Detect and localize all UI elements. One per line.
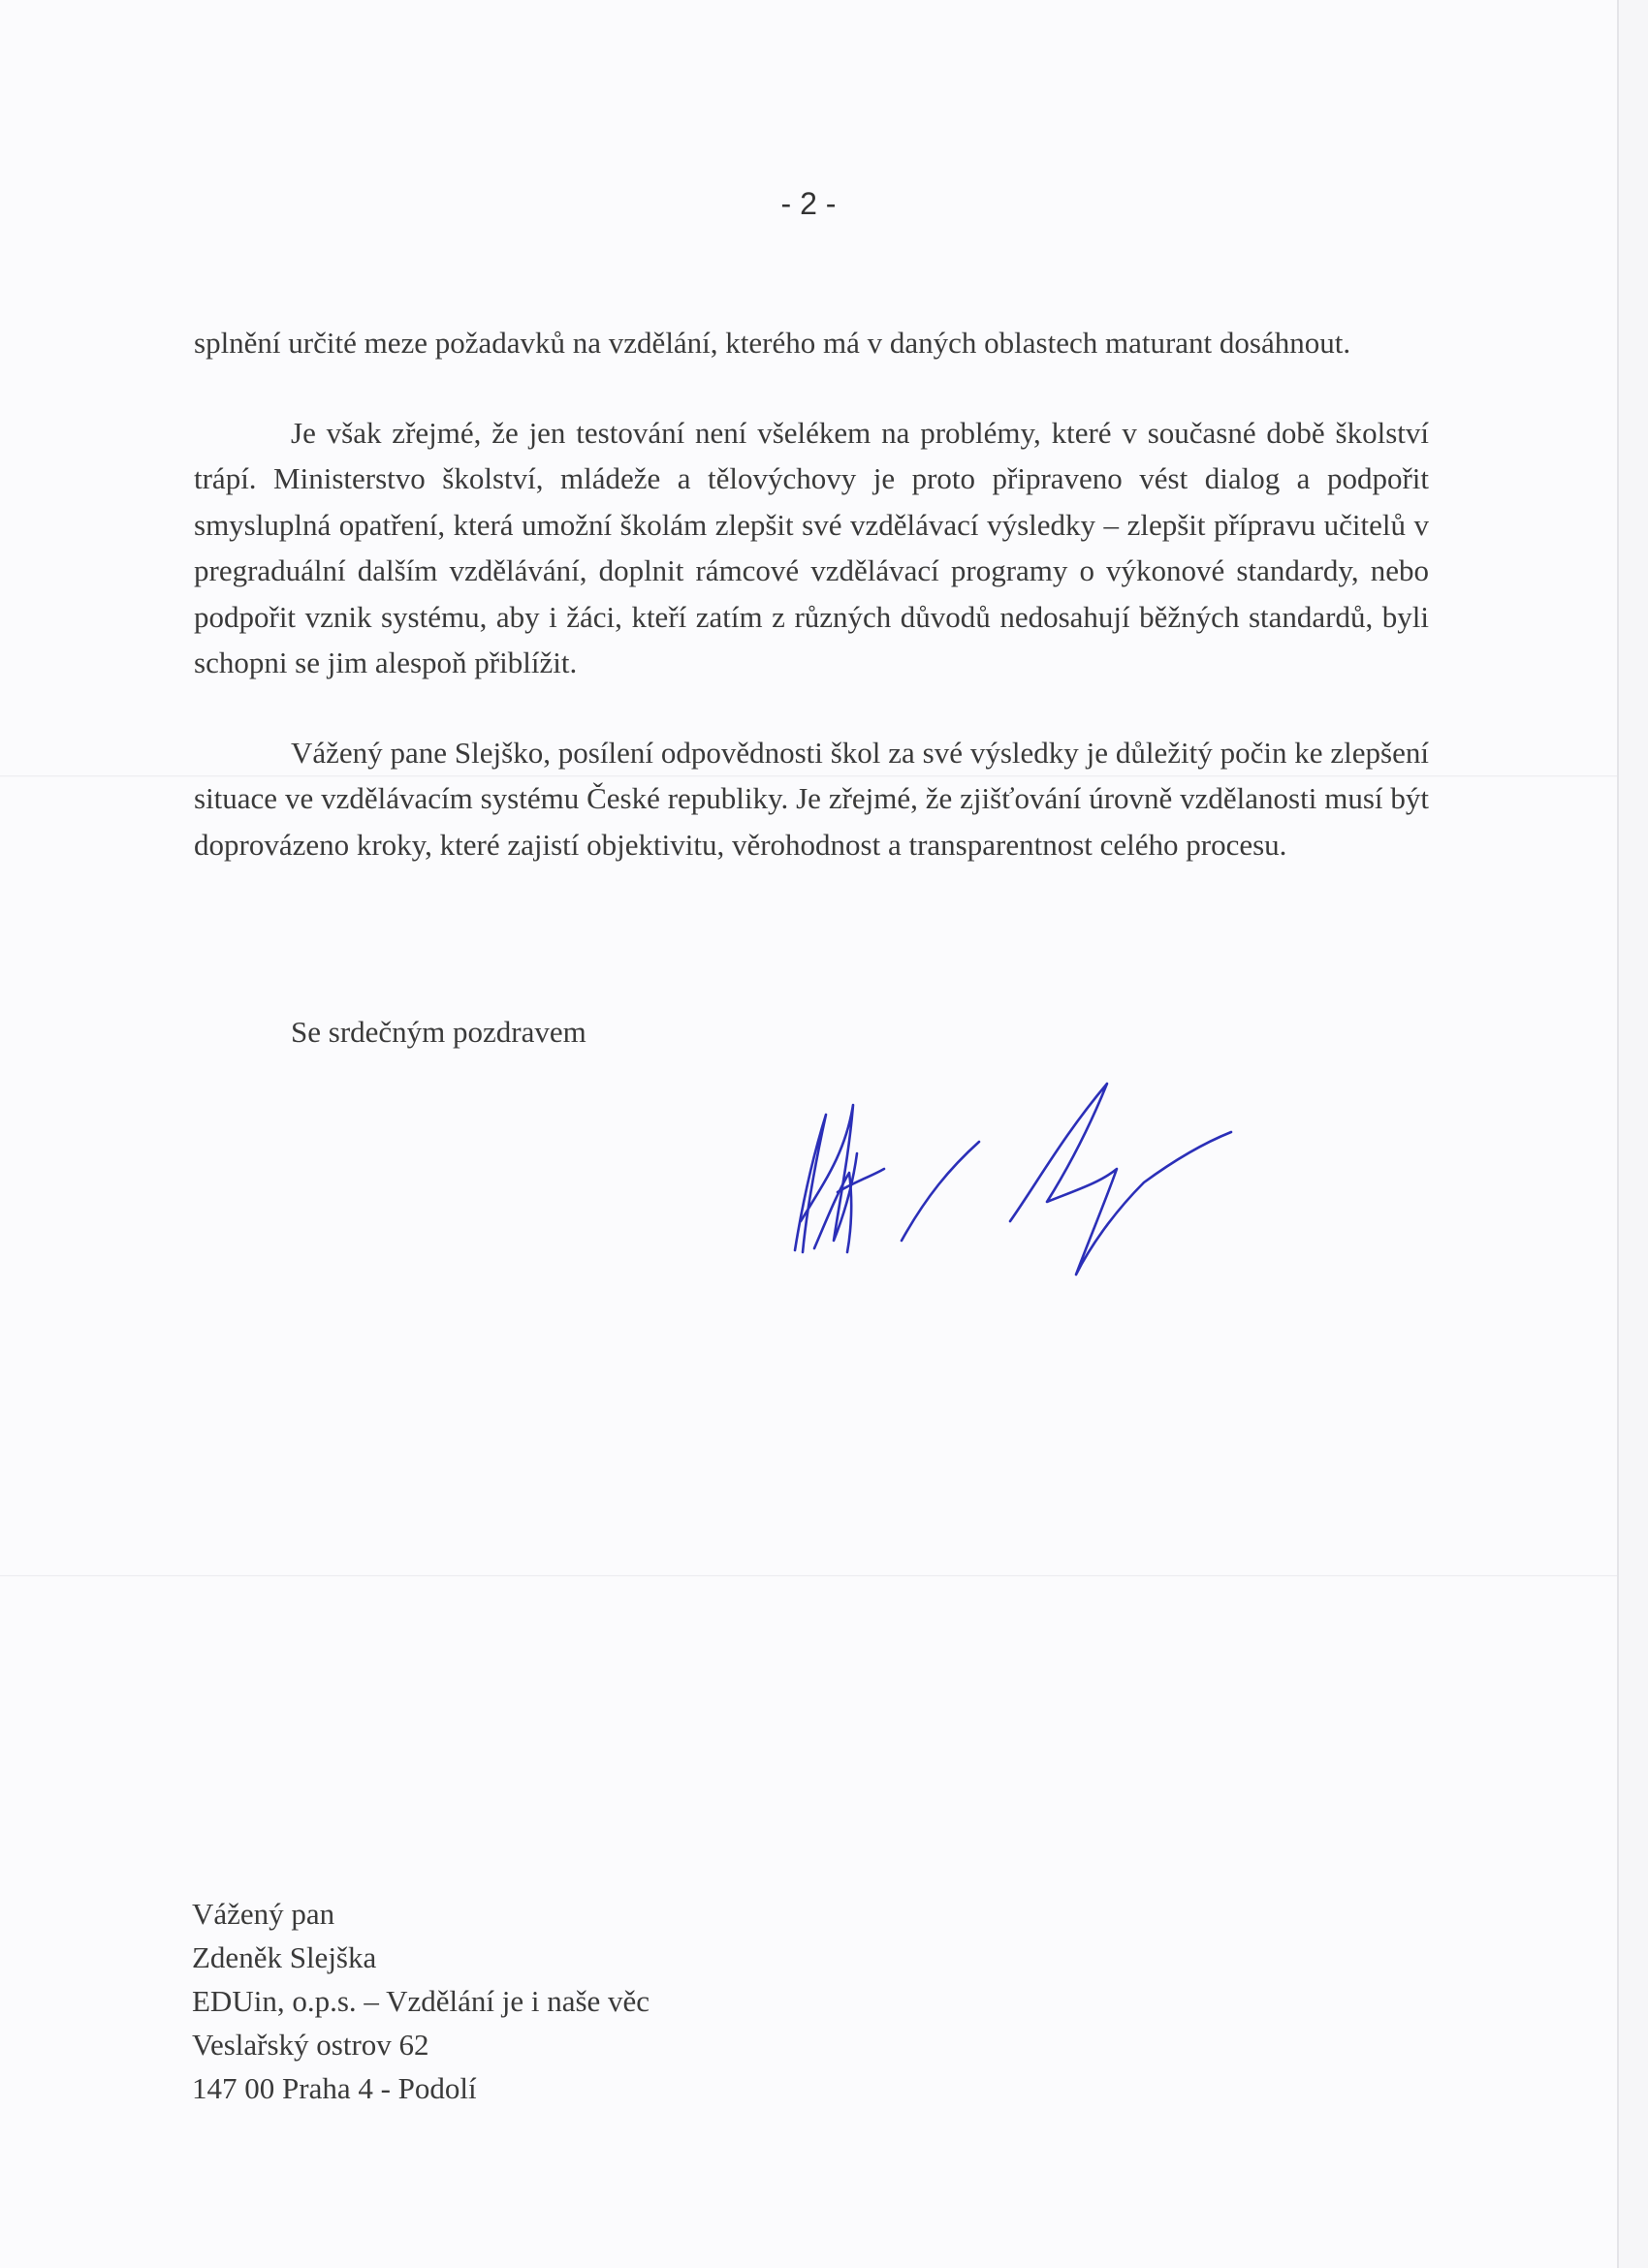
- signature-icon: [756, 1076, 1241, 1279]
- paragraph-responsibility: Vážený pane Slejško, posílení odpovědnosti škol za své výsledky je důležitý počin ke zlepšení situace ve vzdělávacím systému České republiky. Je zřejmé, že zjišťování úrovně vzdělanosti musí být doprovázeno kroky, které zajistí objektivitu, věrohodnost a transparentnost celého procesu.: [194, 735, 1429, 862]
- recipient-salutation: Vážený pan: [192, 1897, 335, 1931]
- recipient-organization: EDUin, o.p.s. – Vzdělání je i naše věc: [192, 1984, 650, 2018]
- recipient-address: [192, 1892, 650, 2110]
- paragraph-continuation: splnění určité meze požadavků na vzdělání, kterého má v daných oblastech maturant dosáhnout.: [194, 326, 1351, 360]
- recipient-street: Veslařský ostrov 62: [192, 2028, 429, 2062]
- letter-body: [194, 320, 1429, 867]
- page-number: - 2 -: [780, 186, 837, 221]
- recipient-name: Zdeněk Slejška: [192, 1940, 377, 1974]
- paper-fold-line: [0, 1575, 1617, 1577]
- closing-salutation: Se srdečným pozdravem: [291, 1015, 586, 1049]
- recipient-city: 147 00 Praha 4 - Podolí: [192, 2071, 477, 2105]
- paragraph-testing: Je však zřejmé, že jen testování není všelékem na problémy, které v současné době školství trápí. Ministerstvo školství, mládeže a tělovýchovy je proto připraveno vést dialog a podpořit smysluplná opatření, která umožní školám zlepšit své vzdělávací výsledky – zlepšit přípravu učitelů v pregraduální dalším vzdělávání, doplnit rámcové vzdělávací programy o výkonové standardy, nebo podpořit vznik systému, aby i žáci, kteří zatím z různých důvodů nedosahují běžných standardů, byli schopni se jim alespoň přiblížit.: [194, 415, 1429, 679]
